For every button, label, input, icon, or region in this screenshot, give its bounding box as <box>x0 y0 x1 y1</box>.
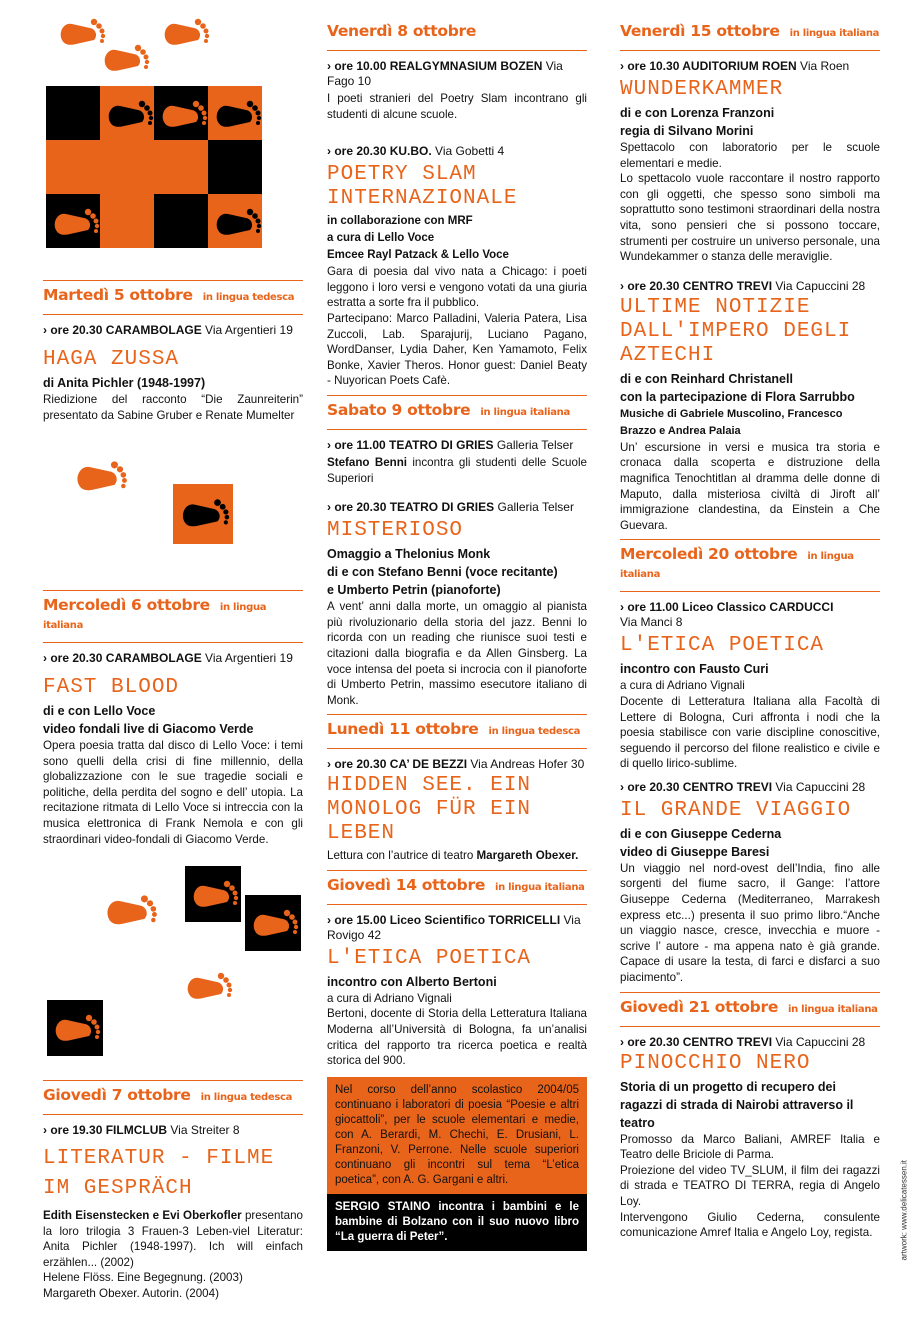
column-1c <box>43 1080 303 1302</box>
event-venue: › ore 19.30 FILMCLUB Via Streiter 8 <box>43 1123 240 1137</box>
event-description: Promosso da Marco Baliani, AMREF Italia e Teatro delle Briciole di Parma. <box>620 1132 880 1162</box>
staino-box: SERGIO STAINO incontra i bambini e le bambine di Bolzano con il suo nuovo libro “La guerra di Peter”. <box>327 1194 587 1251</box>
event-venue: › ore 15.00 Liceo Scientifico TORRICELLI Via Rovigo 42 <box>327 912 581 942</box>
event-description: Margareth Obexer. Autorin. (2004) <box>43 1286 219 1300</box>
event-description: a cura di Adriano Vignali <box>620 679 745 693</box>
event-description: Lettura con l’autrice di teatro Margareth Obexer. <box>327 849 579 863</box>
event-description: Intervengono Giulio Cederna, consulente comunicazione Amref Italia e Angelo Loy, regista. <box>620 1210 880 1240</box>
event-description: Gara di poesia dal vivo nata a Chicago: i poeti leggono i loro versi e vengono votati da una giuria estratta a sorte fra il pubblico. <box>327 265 587 310</box>
column-1b <box>43 590 303 847</box>
event-title: L'ETICA POETICA <box>327 946 532 970</box>
event-description: Opera poesia tratta dal disco di Lello Voce: i temi sono quelli della crisi di fine millennio, della globalizzazione con le sue tragedie sociali e politiche, della perdita del sogno e dell’ utopia. La recitazione ritmata di Lello Voce si intreccia con la musica elettronica di Frank Nemola e con gli straordinari video-fondali di Giacomo Verde. <box>43 739 303 846</box>
divider <box>620 992 880 993</box>
event-subtitle: a cura di Lello Voce <box>327 232 435 245</box>
school-workshops-box: Nel corso dell’anno scolastico 2004/05 continuano i laboratori di poesia “Poesie e altri giocattoli”, per le scuole elementari e medie, con A. Berardi, M. Chechi, E. Drusiani, L. Franzoni, V. Perrone. Nelle scuole superiori continuano gli incontri sul tema “L’etica poetica”, con A. G. Gargani e altri. <box>327 1077 587 1194</box>
square <box>100 194 154 248</box>
event-date: Venerdì 15 ottobre in lingua italiana <box>620 22 880 40</box>
event-subtitle: di e con Reinhard Christanell <box>620 371 793 386</box>
event-date: Giovedì 7 ottobre in lingua tedesca <box>43 1086 293 1104</box>
event-title: ULTIME NOTIZIE DALL'IMPERO DEGLI AZTECHI <box>620 295 852 367</box>
event-subtitle: e Umberto Petrin (pianoforte) <box>327 583 501 598</box>
event-description: A vent’ anni dalla morte, un omaggio al pianista più rivoluzionario della storia del jazz. Benni lo ricorda con un reading che riunisce suoi testi e citazioni dalla biografia e da Allen Ginsberg. La voce intensa del poeta si incrocia con il pianoforte di Umberto Petrin, massimo esecutore italiano di Monk. <box>327 600 587 707</box>
foot-icon <box>51 1010 101 1051</box>
divider <box>43 280 303 281</box>
event-subtitle: in collaborazione con MRF <box>327 215 473 228</box>
divider <box>620 539 880 540</box>
event-venue: › ore 11.00 Liceo Classico CARDUCCI Via Manci 8 <box>620 600 834 630</box>
event-venue: › ore 20.30 CARAMBOLAGE Via Argentieri 19 <box>43 323 293 337</box>
divider <box>620 50 880 51</box>
divider <box>620 1026 880 1027</box>
foot-icon <box>158 96 208 137</box>
divider <box>327 714 587 715</box>
event-subtitle: Storia di un progetto di recupero dei ragazzi di strada di Nairobi attraverso il teatro <box>620 1079 854 1130</box>
foot-icon <box>50 204 100 245</box>
event-title: MISTERIOSO <box>327 519 464 543</box>
event-description: Un’ escursione in versi e musica tra storia e cronaca dalla scoperta e distruzione della magnifica Tenochtitlan al dramma delle donne di Maputo, dalla misteriosa civiltà di Jiroft all’ immigrazione clandestina, da Einstein a Che Guevara. <box>620 440 880 532</box>
event-subtitle: di e con Lello Voce <box>43 704 156 718</box>
event-venue: › ore 20.30 CARAMBOLAGE Via Argentieri 19 <box>43 651 293 665</box>
event-date: Mercoledì 20 ottobre in lingua italiana <box>620 545 854 581</box>
foot-icon <box>189 876 239 917</box>
event-description: I poeti stranieri del Poetry Slam incontrano gli studenti di alcune scuole. <box>327 92 587 121</box>
event-description: Un viaggio nel nord-ovest dell’India, fino alle sorgenti del fiume sacro, il Gange: l’attore Giuseppe Cederna (Mediterraneo, Marrakesh express etc...) presenta il suo primo libro.“Anche un viaggio nasce, cresce, invecchia e muore - scrive l’ autore - ma appena nato è già grande. Capace di usare la testa, di farci e disfarci a suo piacimento”. <box>620 861 880 985</box>
event-venue: › ore 20.30 CENTRO TREVI Via Capuccini 28 <box>620 278 866 293</box>
divider <box>327 429 587 430</box>
event-subtitle: incontro con Alberto Bertoni <box>327 974 497 989</box>
event-date: Venerdì 8 ottobre <box>327 22 477 40</box>
event-title: IL GRANDE VIAGGIO <box>620 798 852 822</box>
event-subtitle: di e con Lorenza Franzoni <box>620 106 775 120</box>
divider <box>43 1114 303 1115</box>
square <box>208 140 262 194</box>
divider <box>327 748 587 749</box>
event-description: Helene Flöss. Eine Begegnung. (2003) <box>43 1271 243 1285</box>
square <box>46 140 100 194</box>
event-title: LITERATUR - FILME IM GESPRÄCH <box>43 1147 275 1200</box>
foot-icon <box>212 96 262 137</box>
event-subtitle: regia di Silvano Morini <box>620 124 754 138</box>
event-subtitle: video fondali live di Giacomo Verde <box>43 722 254 736</box>
event-description: Partecipano: Marco Palladini, Valeria Patera, Lisa Zuccoli, Lab. Sparajurij, Luciano Pagano, WordDanser, Lydia Daher, Ken Yamamoto, Felix Bonke, Xavier Theros. Honor guest: Daniel Beaty - Nuyorican Poets Cafè. <box>327 311 587 388</box>
event-subtitle: di Anita Pichler (1948-1997) <box>43 376 206 390</box>
foot-icon <box>178 494 230 537</box>
column-2 <box>327 14 587 1251</box>
divider <box>327 50 587 51</box>
divider <box>327 904 587 905</box>
divider <box>327 395 587 396</box>
column-3 <box>620 14 880 1241</box>
event-subtitle: Emcee Rayl Patzack & Lello Voce <box>327 249 509 262</box>
divider <box>43 1080 303 1081</box>
event-venue: › ore 20.30 CA’ DE BEZZI Via Andreas Hofer 30 <box>327 757 585 772</box>
event-venue: › ore 20.30 CENTRO TREVI Via Capuccini 28 <box>620 779 866 794</box>
foot-icon <box>212 204 262 245</box>
event-venue: › ore 20.30 KU.BO. Via Gobetti 4 <box>327 144 505 159</box>
event-venue: › ore 20.30 CENTRO TREVI Via Capuccini 28 <box>620 1034 866 1049</box>
event-description: Riedizione del racconto “Die Zaunreiterin” presentato da Sabine Gruber e Renate Mumelter <box>43 393 303 422</box>
event-venue: › ore 20.30 TEATRO DI GRIES Galleria Telser <box>327 500 574 515</box>
event-title: L'ETICA POETICA <box>620 634 825 658</box>
event-description: Docente di Letteratura Italiana alla Facoltà di Lettere di Bologna, Curi affronta i nodi che la poesia stabilisce con varie discipline conoscitive, seguendo il percorso del filone realistico e civile e di quello lirico-sublime. <box>620 694 880 771</box>
event-title: FAST BLOOD <box>43 676 180 699</box>
event-subtitle: di e con Stefano Benni (voce recitante) <box>327 565 558 580</box>
foot-icon <box>102 890 158 935</box>
event-title: PINOCCHIO NERO <box>620 1051 811 1075</box>
event-date: Lunedì 11 ottobre in lingua tedesca <box>327 720 581 739</box>
square <box>154 140 208 194</box>
foot-icon <box>160 14 210 55</box>
event-date: Giovedì 14 ottobre in lingua italiana <box>327 875 585 894</box>
divider <box>620 591 880 592</box>
event-description: a cura di Adriano Vignali <box>327 991 452 1005</box>
event-venue: › ore 11.00 TEATRO DI GRIES Galleria Telser <box>327 437 574 452</box>
foot-icon <box>104 150 154 191</box>
foot-icon <box>56 14 106 55</box>
event-description: Stefano Benni incontra gli studenti delle Scuole Superiori <box>327 455 587 485</box>
event-subtitle: video di Giuseppe Baresi <box>620 844 770 859</box>
artwork-credit: artwork: www.delicatessen.it <box>899 1160 908 1261</box>
divider <box>327 870 587 871</box>
event-description: Edith Eisenstecken e Evi Oberkofler presentano la loro trilogia 3 Frauen-3 Leben-viel Literatur: Anita Pichler (1948-1997). Ich will einfach erzählen... (2002) <box>43 1209 303 1269</box>
divider <box>43 590 303 591</box>
column-1 <box>43 280 303 423</box>
event-description: Lo spettacolo vuole raccontare il nostro rapporto con gli oggetti, che spesso sono simboli ma soprattutto sono testimoni straordinari della nostra vita, sono pensieri che si possono toccare, strumenti per costruire un universo personale, una Wundekammer o stanza delle meraviglie. <box>620 172 880 264</box>
event-subtitle: incontro con Fausto Curi <box>620 662 769 677</box>
event-title: POETRY SLAM INTERNAZIONALE <box>327 163 518 211</box>
foot-icon <box>100 40 150 81</box>
event-description: Bertoni, docente di Storia della Letteratura Italiana Moderna all’Università di Bologna, fa un’analisi critica del rapporto tra ricerca poetica e realtà storica del 900. <box>327 1007 587 1068</box>
event-subtitle: di e con Giuseppe Cederna <box>620 826 782 841</box>
foot-icon <box>249 905 299 946</box>
foot-icon <box>50 96 100 137</box>
event-description: Proiezione del video TV_SLUM, il film dei ragazzi di strada e TEATRO DI TERRA, regia di Angelo Loy. <box>620 1163 880 1208</box>
event-description: Spettacolo con laboratorio per le scuole elementari e medie. <box>620 141 880 170</box>
divider <box>43 642 303 643</box>
event-title: WUNDERKAMMER <box>620 78 784 101</box>
event-venue: › ore 10.30 AUDITORIUM ROEN Via Roen <box>620 59 850 73</box>
foot-icon <box>72 456 128 501</box>
event-date: Martedì 5 ottobre in lingua tedesca <box>43 286 295 304</box>
event-subtitle: Musiche di Gabriele Muscolino, Francesco Brazzo e Andrea Palaia <box>620 407 843 437</box>
event-title: HIDDEN SEE. EIN MONOLOG FÜR EIN LEBEN <box>327 774 532 846</box>
square <box>154 194 208 248</box>
event-subtitle: Omaggio a Thelonius Monk <box>327 547 491 562</box>
event-date: Giovedì 21 ottobre in lingua italiana <box>620 997 878 1016</box>
foot-icon <box>183 968 233 1009</box>
divider <box>43 314 303 315</box>
foot-icon <box>104 96 154 137</box>
event-date: Sabato 9 ottobre in lingua italiana <box>327 400 570 419</box>
event-subtitle: con la partecipazione di Flora Sarrubbo <box>620 389 855 404</box>
event-title: HAGA ZUSSA <box>43 348 180 371</box>
event-date: Mercoledì 6 ottobre in lingua italiana <box>43 596 267 631</box>
event-venue: › ore 10.00 REALGYMNASIUM BOZEN Via Fago 10 <box>327 59 563 88</box>
